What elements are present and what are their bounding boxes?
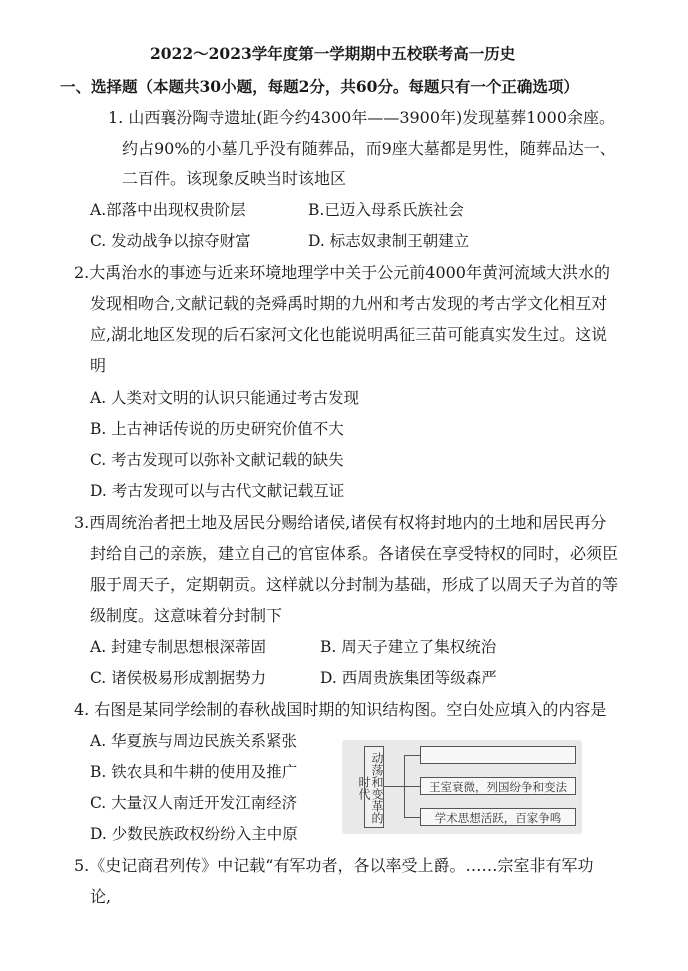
figure-box-politics: 王室衰微，列国纷争和变法 — [420, 777, 576, 795]
q2-line-2: 发现相吻合,文献记载的尧舜禹时期的九州和考古发现的考古学文化相互对 — [90, 294, 608, 313]
figure-blank-box — [420, 746, 576, 764]
q2-option-c: C. 考古发现可以弥补文献记载的缺失 — [90, 451, 344, 469]
q3-line-1: 3.西周统治者把土地及居民分赐给诸侯,诸侯有权将封地内的土地和居民再分 — [74, 513, 607, 532]
figure-connector — [404, 817, 420, 818]
figure-connector — [404, 755, 420, 756]
figure-box-thought: 学术思想活跃，百家争鸣 — [420, 808, 576, 826]
q2-line-3: 应,湖北地区发现的后石家河文化也能说明禹征三苗可能真实发生过。这说 — [90, 325, 608, 344]
figure-side-label: 动荡和变革的时代 — [364, 746, 384, 828]
knowledge-structure-figure — [342, 740, 582, 834]
q4-option-a: A. 华夏族与周边民族关系紧张 — [90, 732, 298, 750]
q1-line-3: 二百件。该现象反映当时该地区 — [122, 169, 347, 188]
figure-connector — [384, 786, 404, 787]
q4-option-d: D. 少数民族政权纷纷入主中原 — [90, 825, 298, 843]
figure-connector — [404, 786, 420, 787]
q1-option-b: B.已迈入母系氏族社会 — [308, 201, 464, 219]
q2-option-d: D. 考古发现可以与古代文献记载互证 — [90, 482, 345, 500]
q2-line-1: 2.大禹治水的事迹与近来环境地理学中关于公元前4000年黄河流域大洪水的 — [74, 263, 610, 282]
q3-line-4: 级制度。这意味着分封制下 — [90, 606, 283, 625]
q5-line-2: 论, — [90, 887, 112, 906]
q4-option-c: C. 大量汉人南迁开发江南经济 — [90, 794, 298, 812]
q2-option-b: B. 上古神话传说的历史研究价值不大 — [90, 420, 344, 438]
q1-option-d: D. 标志奴隶制王朝建立 — [308, 232, 470, 250]
q1-line-1: 1. 山西襄汾陶寺遗址(距今约4300年——3900年)发现墓葬1000余座。 — [108, 108, 615, 127]
q2-line-4: 明 — [90, 356, 107, 375]
q3-option-a: A. 封建专制思想根深蒂固 — [90, 638, 267, 656]
q3-option-b: B. 周天子建立了集权统治 — [320, 638, 497, 656]
q3-line-2: 封给自己的亲族，建立自己的官宦体系。各诸侯在享受特权的同时，必须臣 — [90, 544, 619, 563]
q2-option-a: A. 人类对文明的认识只能通过考古发现 — [90, 389, 360, 407]
section-heading: 一、选择题（本题共30小题，每题2分，共60分。每题只有一个正确选项） — [60, 77, 579, 96]
q1-line-2: 约占90%的小墓几乎没有随葬品，而9座大墓都是男性，随葬品达一、 — [122, 139, 616, 158]
q5-line-1: 5.《史记商君列传》中记载“有军功者，各以率受上爵。……宗室非有军功 — [74, 856, 594, 875]
q1-option-a: A.部落中出现权贵阶层 — [90, 201, 246, 219]
q4-option-b: B. 铁农具和牛耕的使用及推广 — [90, 763, 298, 781]
page-title: 2022～2023学年度第一学期期中五校联考高一历史 — [150, 44, 516, 63]
q3-option-d: D. 西周贵族集团等级森严 — [320, 669, 497, 687]
q4-line-1: 4. 右图是某同学绘制的春秋战国时期的知识结构图。空白处应填入的内容是 — [74, 700, 607, 719]
q1-option-c: C. 发动战争以掠夺财富 — [90, 232, 251, 250]
q3-option-c: C. 诸侯极易形成割据势力 — [90, 669, 267, 687]
q3-line-3: 服于周天子，定期朝贡。这样就以分封制为基础，形成了以周天子为首的等 — [90, 575, 619, 594]
